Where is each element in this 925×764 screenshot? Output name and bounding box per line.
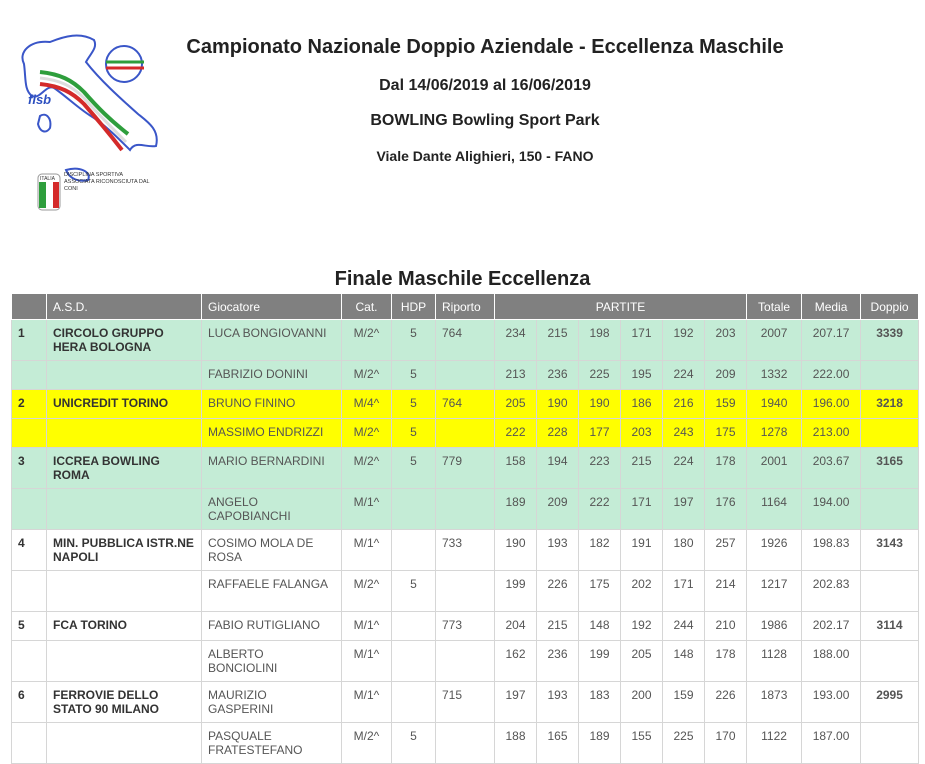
player-cell: BRUNO FININO xyxy=(202,390,342,419)
hdp-cell xyxy=(392,682,436,723)
total-cell: 1122 xyxy=(747,723,802,764)
game-score-cell: 225 xyxy=(663,723,705,764)
table-row xyxy=(12,641,919,682)
asd-cell xyxy=(47,723,202,764)
game-score-cell: 202 xyxy=(621,571,663,612)
riporto-cell: 764 xyxy=(436,390,495,419)
position-cell: 5 xyxy=(12,612,47,641)
game-score-cell: 165 xyxy=(537,723,579,764)
col-header-doppio: Doppio xyxy=(861,294,919,320)
asd-cell xyxy=(47,571,202,612)
game-score-cell: 186 xyxy=(621,390,663,419)
doppio-cell: 3165 xyxy=(861,448,919,489)
event-address: Viale Dante Alighieri, 150 - FANO xyxy=(376,148,594,164)
asd-cell xyxy=(47,361,202,390)
riporto-cell: 733 xyxy=(436,530,495,571)
event-venue: BOWLING Bowling Sport Park xyxy=(370,112,600,129)
col-header-partite: PARTITE xyxy=(495,294,747,320)
game-score-cell: 148 xyxy=(663,641,705,682)
table-row xyxy=(12,390,919,419)
average-cell: 194.00 xyxy=(802,489,861,530)
game-score-cell: 197 xyxy=(663,489,705,530)
col-header-riporto: Riporto xyxy=(436,294,495,320)
table-row xyxy=(12,489,919,530)
col-header-totale: Totale xyxy=(747,294,802,320)
game-score-cell: 223 xyxy=(579,448,621,489)
total-cell: 1332 xyxy=(747,361,802,390)
game-score-cell: 222 xyxy=(579,489,621,530)
game-score-cell: 190 xyxy=(537,390,579,419)
position-cell: 1 xyxy=(12,320,47,361)
position-cell xyxy=(12,361,47,390)
category-cell: M/2^ xyxy=(342,361,392,390)
category-cell: M/1^ xyxy=(342,682,392,723)
game-score-cell: 243 xyxy=(663,419,705,448)
average-cell: 202.17 xyxy=(802,612,861,641)
total-cell: 1986 xyxy=(747,612,802,641)
position-cell xyxy=(12,571,47,612)
position-cell: 6 xyxy=(12,682,47,723)
col-header-hdp: HDP xyxy=(392,294,436,320)
category-cell: M/2^ xyxy=(342,448,392,489)
game-score-cell: 204 xyxy=(495,612,537,641)
table-row xyxy=(12,320,919,361)
game-score-cell: 197 xyxy=(495,682,537,723)
player-cell: FABRIZIO DONINI xyxy=(202,361,342,390)
fisb-label: fisb xyxy=(28,92,52,107)
game-score-cell: 226 xyxy=(705,682,747,723)
game-score-cell: 171 xyxy=(621,489,663,530)
riporto-cell: 715 xyxy=(436,682,495,723)
game-score-cell: 209 xyxy=(537,489,579,530)
riporto-cell xyxy=(436,489,495,530)
position-cell xyxy=(12,419,47,448)
game-score-cell: 177 xyxy=(579,419,621,448)
player-cell: PASQUALE FRATESTEFANO xyxy=(202,723,342,764)
game-score-cell: 198 xyxy=(579,320,621,361)
results-table xyxy=(11,293,919,764)
game-score-cell: 194 xyxy=(537,448,579,489)
table-row xyxy=(12,530,919,571)
position-cell xyxy=(12,489,47,530)
doppio-cell xyxy=(861,641,919,682)
game-score-cell: 175 xyxy=(705,419,747,448)
col-header-pos xyxy=(12,294,47,320)
average-cell: 196.00 xyxy=(802,390,861,419)
category-cell: M/2^ xyxy=(342,723,392,764)
doppio-cell: 2995 xyxy=(861,682,919,723)
game-score-cell: 234 xyxy=(495,320,537,361)
table-header-row xyxy=(12,294,919,320)
asd-cell: CIRCOLO GRUPPO HERA BOLOGNA xyxy=(47,320,202,361)
category-cell: M/1^ xyxy=(342,612,392,641)
game-score-cell: 192 xyxy=(621,612,663,641)
asd-cell: MIN. PUBBLICA ISTR.NE NAPOLI xyxy=(47,530,202,571)
asd-cell: FCA TORINO xyxy=(47,612,202,641)
hdp-cell xyxy=(392,489,436,530)
doppio-cell xyxy=(861,571,919,612)
game-score-cell: 159 xyxy=(705,390,747,419)
position-cell xyxy=(12,723,47,764)
coni-label: DISCIPLINA SPORTIVA ASSOCIATA RICONOSCIUTA DAL CONI xyxy=(64,172,150,192)
player-cell: MAURIZIO GASPERINI xyxy=(202,682,342,723)
game-score-cell: 199 xyxy=(579,641,621,682)
position-cell xyxy=(12,641,47,682)
riporto-cell xyxy=(436,723,495,764)
hdp-cell: 5 xyxy=(392,320,436,361)
category-cell: M/2^ xyxy=(342,571,392,612)
category-cell: M/2^ xyxy=(342,320,392,361)
doppio-cell xyxy=(861,361,919,390)
game-score-cell: 199 xyxy=(495,571,537,612)
game-score-cell: 236 xyxy=(537,641,579,682)
total-cell: 1278 xyxy=(747,419,802,448)
average-cell: 198.83 xyxy=(802,530,861,571)
table-row xyxy=(12,419,919,448)
flag-label: ITALIA xyxy=(40,176,55,182)
average-cell: 187.00 xyxy=(802,723,861,764)
average-cell: 213.00 xyxy=(802,419,861,448)
game-score-cell: 162 xyxy=(495,641,537,682)
average-cell: 207.17 xyxy=(802,320,861,361)
riporto-cell xyxy=(436,419,495,448)
game-score-cell: 158 xyxy=(495,448,537,489)
game-score-cell: 155 xyxy=(621,723,663,764)
total-cell: 1164 xyxy=(747,489,802,530)
game-score-cell: 213 xyxy=(495,361,537,390)
player-cell: RAFFAELE FALANGA xyxy=(202,571,342,612)
game-score-cell: 189 xyxy=(495,489,537,530)
game-score-cell: 214 xyxy=(705,571,747,612)
game-score-cell: 205 xyxy=(495,390,537,419)
game-score-cell: 224 xyxy=(663,448,705,489)
col-header-asd: A.S.D. xyxy=(47,294,202,320)
total-cell: 1128 xyxy=(747,641,802,682)
asd-cell xyxy=(47,419,202,448)
doppio-cell: 3218 xyxy=(861,390,919,419)
table-row xyxy=(12,448,919,489)
category-cell: M/1^ xyxy=(342,489,392,530)
position-cell: 2 xyxy=(12,390,47,419)
game-score-cell: 203 xyxy=(705,320,747,361)
game-score-cell: 170 xyxy=(705,723,747,764)
game-score-cell: 191 xyxy=(621,530,663,571)
game-score-cell: 175 xyxy=(579,571,621,612)
average-cell: 222.00 xyxy=(802,361,861,390)
hdp-cell xyxy=(392,530,436,571)
game-score-cell: 222 xyxy=(495,419,537,448)
game-score-cell: 228 xyxy=(537,419,579,448)
game-score-cell: 183 xyxy=(579,682,621,723)
event-title: Campionato Nazionale Doppio Aziendale - Eccellenza Maschile xyxy=(186,36,784,58)
category-cell: M/1^ xyxy=(342,530,392,571)
game-score-cell: 189 xyxy=(579,723,621,764)
average-cell: 202.83 xyxy=(802,571,861,612)
doppio-cell: 3143 xyxy=(861,530,919,571)
total-cell: 2001 xyxy=(747,448,802,489)
total-cell: 1926 xyxy=(747,530,802,571)
player-cell: COSIMO MOLA DE ROSA xyxy=(202,530,342,571)
asd-cell: UNICREDIT TORINO xyxy=(47,390,202,419)
game-score-cell: 200 xyxy=(621,682,663,723)
doppio-cell: 3339 xyxy=(861,320,919,361)
average-cell: 188.00 xyxy=(802,641,861,682)
riporto-cell xyxy=(436,641,495,682)
total-cell: 1940 xyxy=(747,390,802,419)
asd-cell: FERROVIE DELLO STATO 90 MILANO xyxy=(47,682,202,723)
game-score-cell: 205 xyxy=(621,641,663,682)
doppio-cell xyxy=(861,419,919,448)
hdp-cell xyxy=(392,612,436,641)
game-score-cell: 176 xyxy=(705,489,747,530)
asd-cell xyxy=(47,489,202,530)
table-row xyxy=(12,361,919,390)
average-cell: 203.67 xyxy=(802,448,861,489)
col-header-cat: Cat. xyxy=(342,294,392,320)
fisb-logo xyxy=(10,22,160,217)
table-row xyxy=(12,571,919,612)
player-cell: LUCA BONGIOVANNI xyxy=(202,320,342,361)
total-cell: 1873 xyxy=(747,682,802,723)
game-score-cell: 190 xyxy=(495,530,537,571)
game-score-cell: 190 xyxy=(579,390,621,419)
doppio-cell: 3114 xyxy=(861,612,919,641)
game-score-cell: 195 xyxy=(621,361,663,390)
position-cell: 4 xyxy=(12,530,47,571)
table-row xyxy=(12,682,919,723)
game-score-cell: 215 xyxy=(537,612,579,641)
total-cell: 2007 xyxy=(747,320,802,361)
doppio-cell xyxy=(861,723,919,764)
results-body xyxy=(12,320,919,764)
game-score-cell: 215 xyxy=(537,320,579,361)
game-score-cell: 215 xyxy=(621,448,663,489)
asd-cell: ICCREA BOWLING ROMA xyxy=(47,448,202,489)
game-score-cell: 180 xyxy=(663,530,705,571)
hdp-cell: 5 xyxy=(392,361,436,390)
game-score-cell: 209 xyxy=(705,361,747,390)
game-score-cell: 236 xyxy=(537,361,579,390)
player-cell: MASSIMO ENDRIZZI xyxy=(202,419,342,448)
event-dates: Dal 14/06/2019 al 16/06/2019 xyxy=(379,77,591,94)
game-score-cell: 225 xyxy=(579,361,621,390)
game-score-cell: 178 xyxy=(705,641,747,682)
category-cell: M/4^ xyxy=(342,390,392,419)
game-score-cell: 216 xyxy=(663,390,705,419)
position-cell: 3 xyxy=(12,448,47,489)
game-score-cell: 182 xyxy=(579,530,621,571)
game-score-cell: 257 xyxy=(705,530,747,571)
category-cell: M/1^ xyxy=(342,641,392,682)
game-score-cell: 178 xyxy=(705,448,747,489)
game-score-cell: 192 xyxy=(663,320,705,361)
section-title: Finale Maschile Eccellenza xyxy=(334,268,591,290)
table-row xyxy=(12,723,919,764)
riporto-cell: 773 xyxy=(436,612,495,641)
col-header-media: Media xyxy=(802,294,861,320)
game-score-cell: 193 xyxy=(537,530,579,571)
event-header xyxy=(160,36,810,164)
riporto-cell xyxy=(436,361,495,390)
riporto-cell: 779 xyxy=(436,448,495,489)
hdp-cell: 5 xyxy=(392,723,436,764)
game-score-cell: 203 xyxy=(621,419,663,448)
riporto-cell xyxy=(436,571,495,612)
game-score-cell: 188 xyxy=(495,723,537,764)
game-score-cell: 224 xyxy=(663,361,705,390)
hdp-cell: 5 xyxy=(392,419,436,448)
player-cell: ALBERTO BONCIOLINI xyxy=(202,641,342,682)
game-score-cell: 159 xyxy=(663,682,705,723)
asd-cell xyxy=(47,641,202,682)
game-score-cell: 171 xyxy=(621,320,663,361)
game-score-cell: 148 xyxy=(579,612,621,641)
hdp-cell: 5 xyxy=(392,571,436,612)
category-cell: M/2^ xyxy=(342,419,392,448)
game-score-cell: 193 xyxy=(537,682,579,723)
player-cell: ANGELO CAPOBIANCHI xyxy=(202,489,342,530)
doppio-cell xyxy=(861,489,919,530)
average-cell: 193.00 xyxy=(802,682,861,723)
player-cell: MARIO BERNARDINI xyxy=(202,448,342,489)
riporto-cell: 764 xyxy=(436,320,495,361)
hdp-cell: 5 xyxy=(392,390,436,419)
table-row xyxy=(12,612,919,641)
game-score-cell: 210 xyxy=(705,612,747,641)
hdp-cell xyxy=(392,641,436,682)
col-header-player: Giocatore xyxy=(202,294,342,320)
total-cell: 1217 xyxy=(747,571,802,612)
game-score-cell: 171 xyxy=(663,571,705,612)
game-score-cell: 226 xyxy=(537,571,579,612)
game-score-cell: 244 xyxy=(663,612,705,641)
hdp-cell: 5 xyxy=(392,448,436,489)
player-cell: FABIO RUTIGLIANO xyxy=(202,612,342,641)
